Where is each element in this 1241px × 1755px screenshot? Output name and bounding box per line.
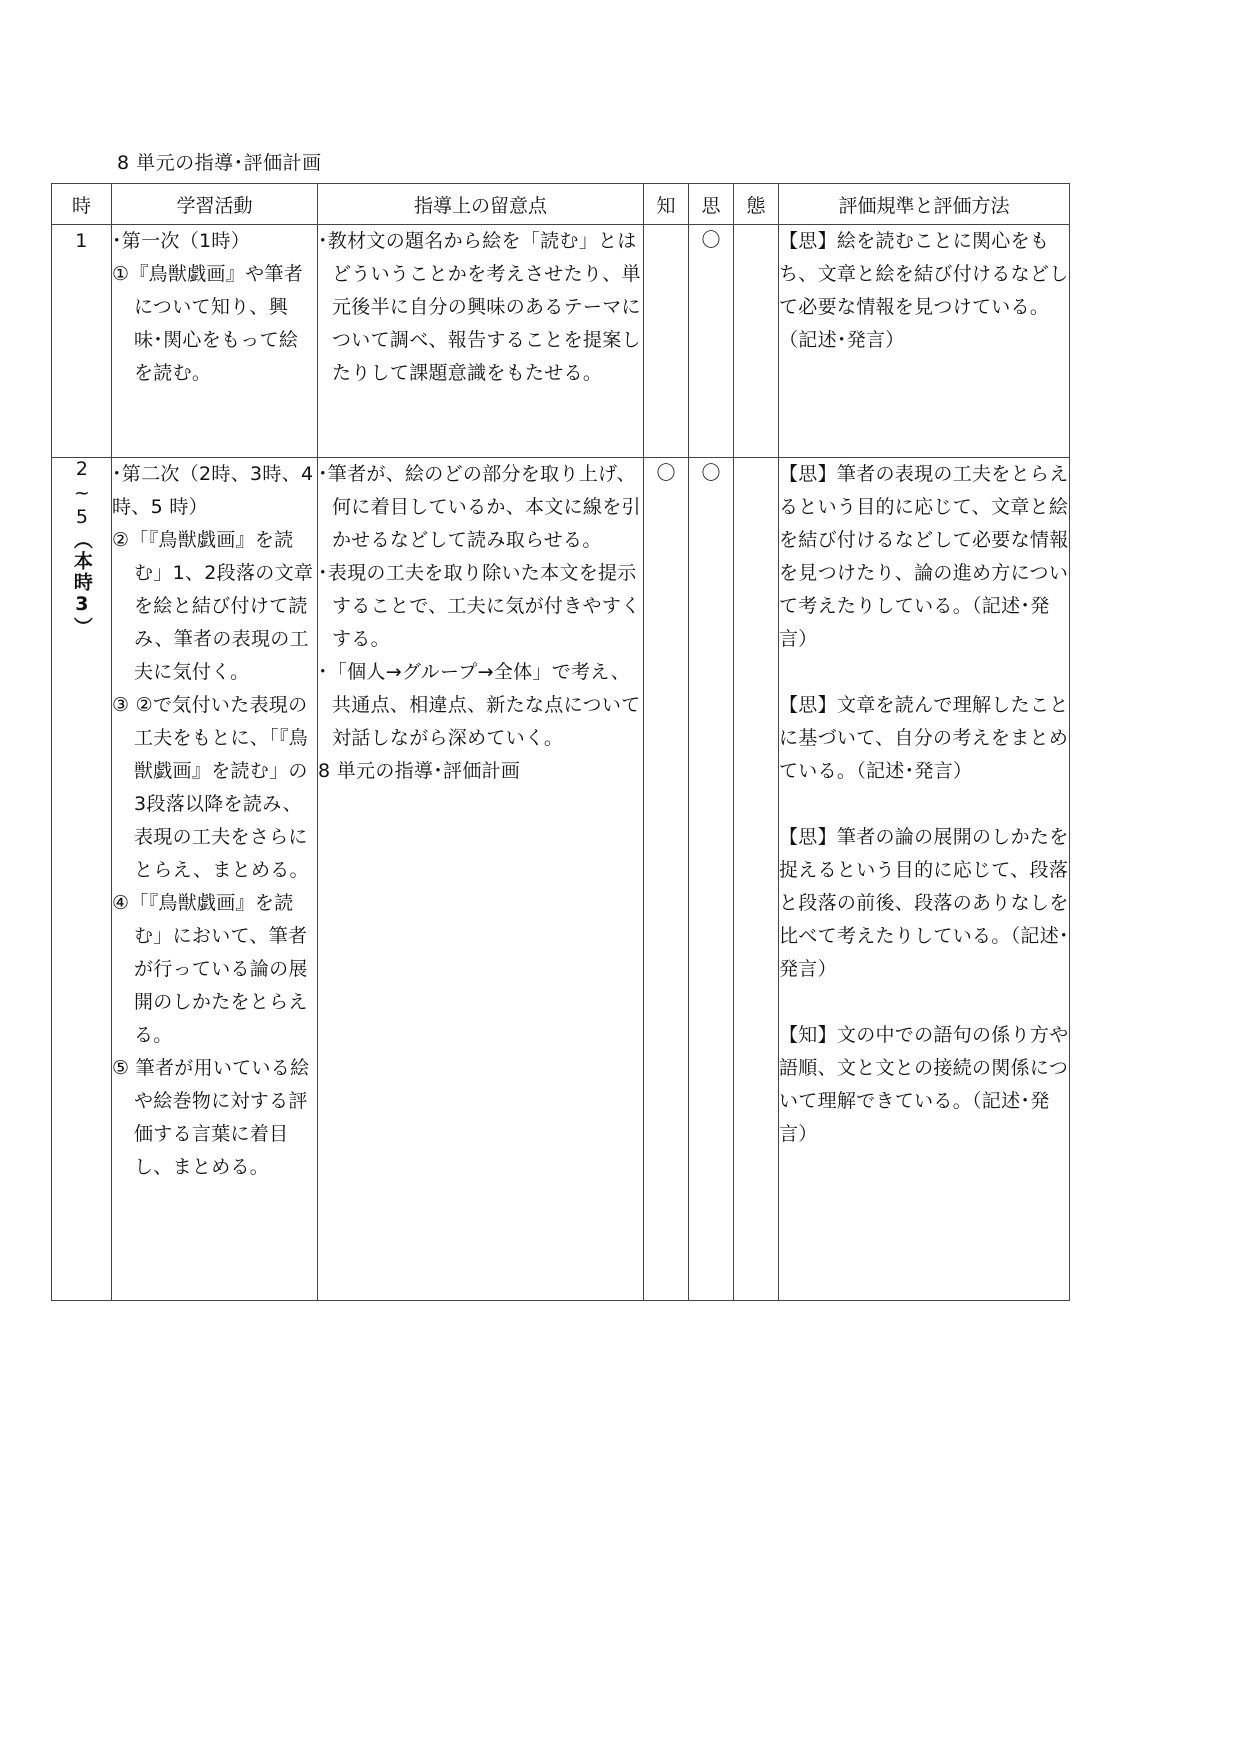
row1-knowledge-mark: [644, 225, 689, 458]
table-header-row: [52, 184, 1070, 225]
row1-activity-heading: ･第一次（1時）: [112, 230, 250, 252]
row2-eval-item-1: 【思】筆者の表現の工夫をとらえるという目的に応じて、文章と絵を結び付けるなどして必要な情報を見つけたり、論の進め方について考えたりしている。（記述･発言）: [779, 463, 1069, 650]
row2-note-item-3: ･「個人→グループ→全体」で考え、共通点、相違点、新たな点について対話しながら深めていく。: [318, 661, 641, 749]
table-row: [52, 458, 1070, 1301]
row2-eval-item-3: 【思】筆者の論の展開のしかたを捉えるという目的に応じて、段落と段落の前後、段落のありなしを比べて考えたりしている。（記述･発言）: [779, 826, 1069, 980]
row1-eval-item: 【思】絵を読むことに関心をもち、文章と絵を結び付けるなどして必要な情報を見つけている。（記述･発言）: [779, 230, 1069, 351]
row2-activity-item-4: ④「『鳥獣戯画』を読む」において、筆者が行っている論の展開のしかたをとらえる。: [112, 892, 308, 1046]
row2-activity-item-2: ②「『鳥獣戯画』を読む」1、2段落の文章を絵と結び付けて読み、筆者の表現の工夫に気付く。: [112, 529, 314, 683]
row2-eval-item-2: 【思】文章を読んで理解したことに基づいて、自分の考えをまとめている。（記述･発言）: [779, 694, 1069, 782]
header-activity: 学習活動: [112, 184, 318, 225]
row1-attitude-mark: [734, 225, 779, 458]
row1-time-value: 1: [75, 230, 88, 252]
row2-activity-item-5: ⑤ 筆者が用いている絵や絵巻物に対する評価する言葉に着目し、まとめる。: [112, 1057, 310, 1178]
row1-time: [52, 225, 112, 458]
header-evaluation: 評価規準と評価方法: [779, 184, 1070, 225]
row2-activity: [112, 458, 318, 1301]
header-attitude: 態: [734, 184, 779, 225]
row2-notes: [318, 458, 644, 1301]
row1-activity-item: ①『鳥獣戯画』や筆者について知り、興味･関心をもって絵を読む。: [112, 263, 304, 384]
teaching-plan-table: [51, 183, 1070, 1301]
row1-note-item: ･教材文の題名から絵を「読む」とはどういうことかを考えさせたり、単元後半に自分の興味のあるテーマについて調べ、報告することを提案したりして課題意識をもたせる。: [318, 230, 641, 384]
row2-note-item-2: ･表現の工夫を取り除いた本文を提示することで、工夫に気が付きやすくする。: [318, 562, 641, 650]
row2-attitude-mark: [734, 458, 779, 1301]
row1-thinking-mark: 〇: [689, 225, 734, 458]
row1-evaluation: [779, 225, 1070, 458]
row2-activity-item-3: ③ ②で気付いた表現の工夫をもとに、「『鳥獣戯画』を読む」の3段落以降を読み、表現の工夫をさらにとらえ、まとめる。: [112, 694, 309, 881]
row2-time-vertical: [70, 458, 93, 638]
header-notes: 指導上の留意点: [318, 184, 644, 225]
row2-activity-heading: ･第二次（2時、3時、4時、5 時）: [112, 463, 314, 518]
page-title: 8 単元の指導･評価計画: [117, 152, 322, 174]
row2-time-number: 2~5: [70, 458, 93, 530]
row2-time: [52, 458, 112, 1301]
row2-time-note: （本時3）: [70, 530, 93, 638]
row2-eval-item-4: 【知】文の中での語句の係り方や語順、文と文との接続の関係について理解できている。（記述･発言）: [779, 1024, 1069, 1145]
row2-thinking-mark: 〇: [689, 458, 734, 1301]
table-row: [52, 225, 1070, 458]
row2-knowledge-mark: 〇: [644, 458, 689, 1301]
row2-note-item-1: ･筆者が、絵のどの部分を取り上げ、何に着目しているか、本文に線を引かせるなどして読み取らせる。: [318, 463, 641, 551]
header-thinking: 思: [689, 184, 734, 225]
header-time: 時: [52, 184, 112, 225]
header-knowledge: 知: [644, 184, 689, 225]
row2-note-trailing: 8 単元の指導･評価計画: [318, 760, 521, 782]
row1-notes: [318, 225, 644, 458]
row1-activity: [112, 225, 318, 458]
row2-evaluation: [779, 458, 1070, 1301]
